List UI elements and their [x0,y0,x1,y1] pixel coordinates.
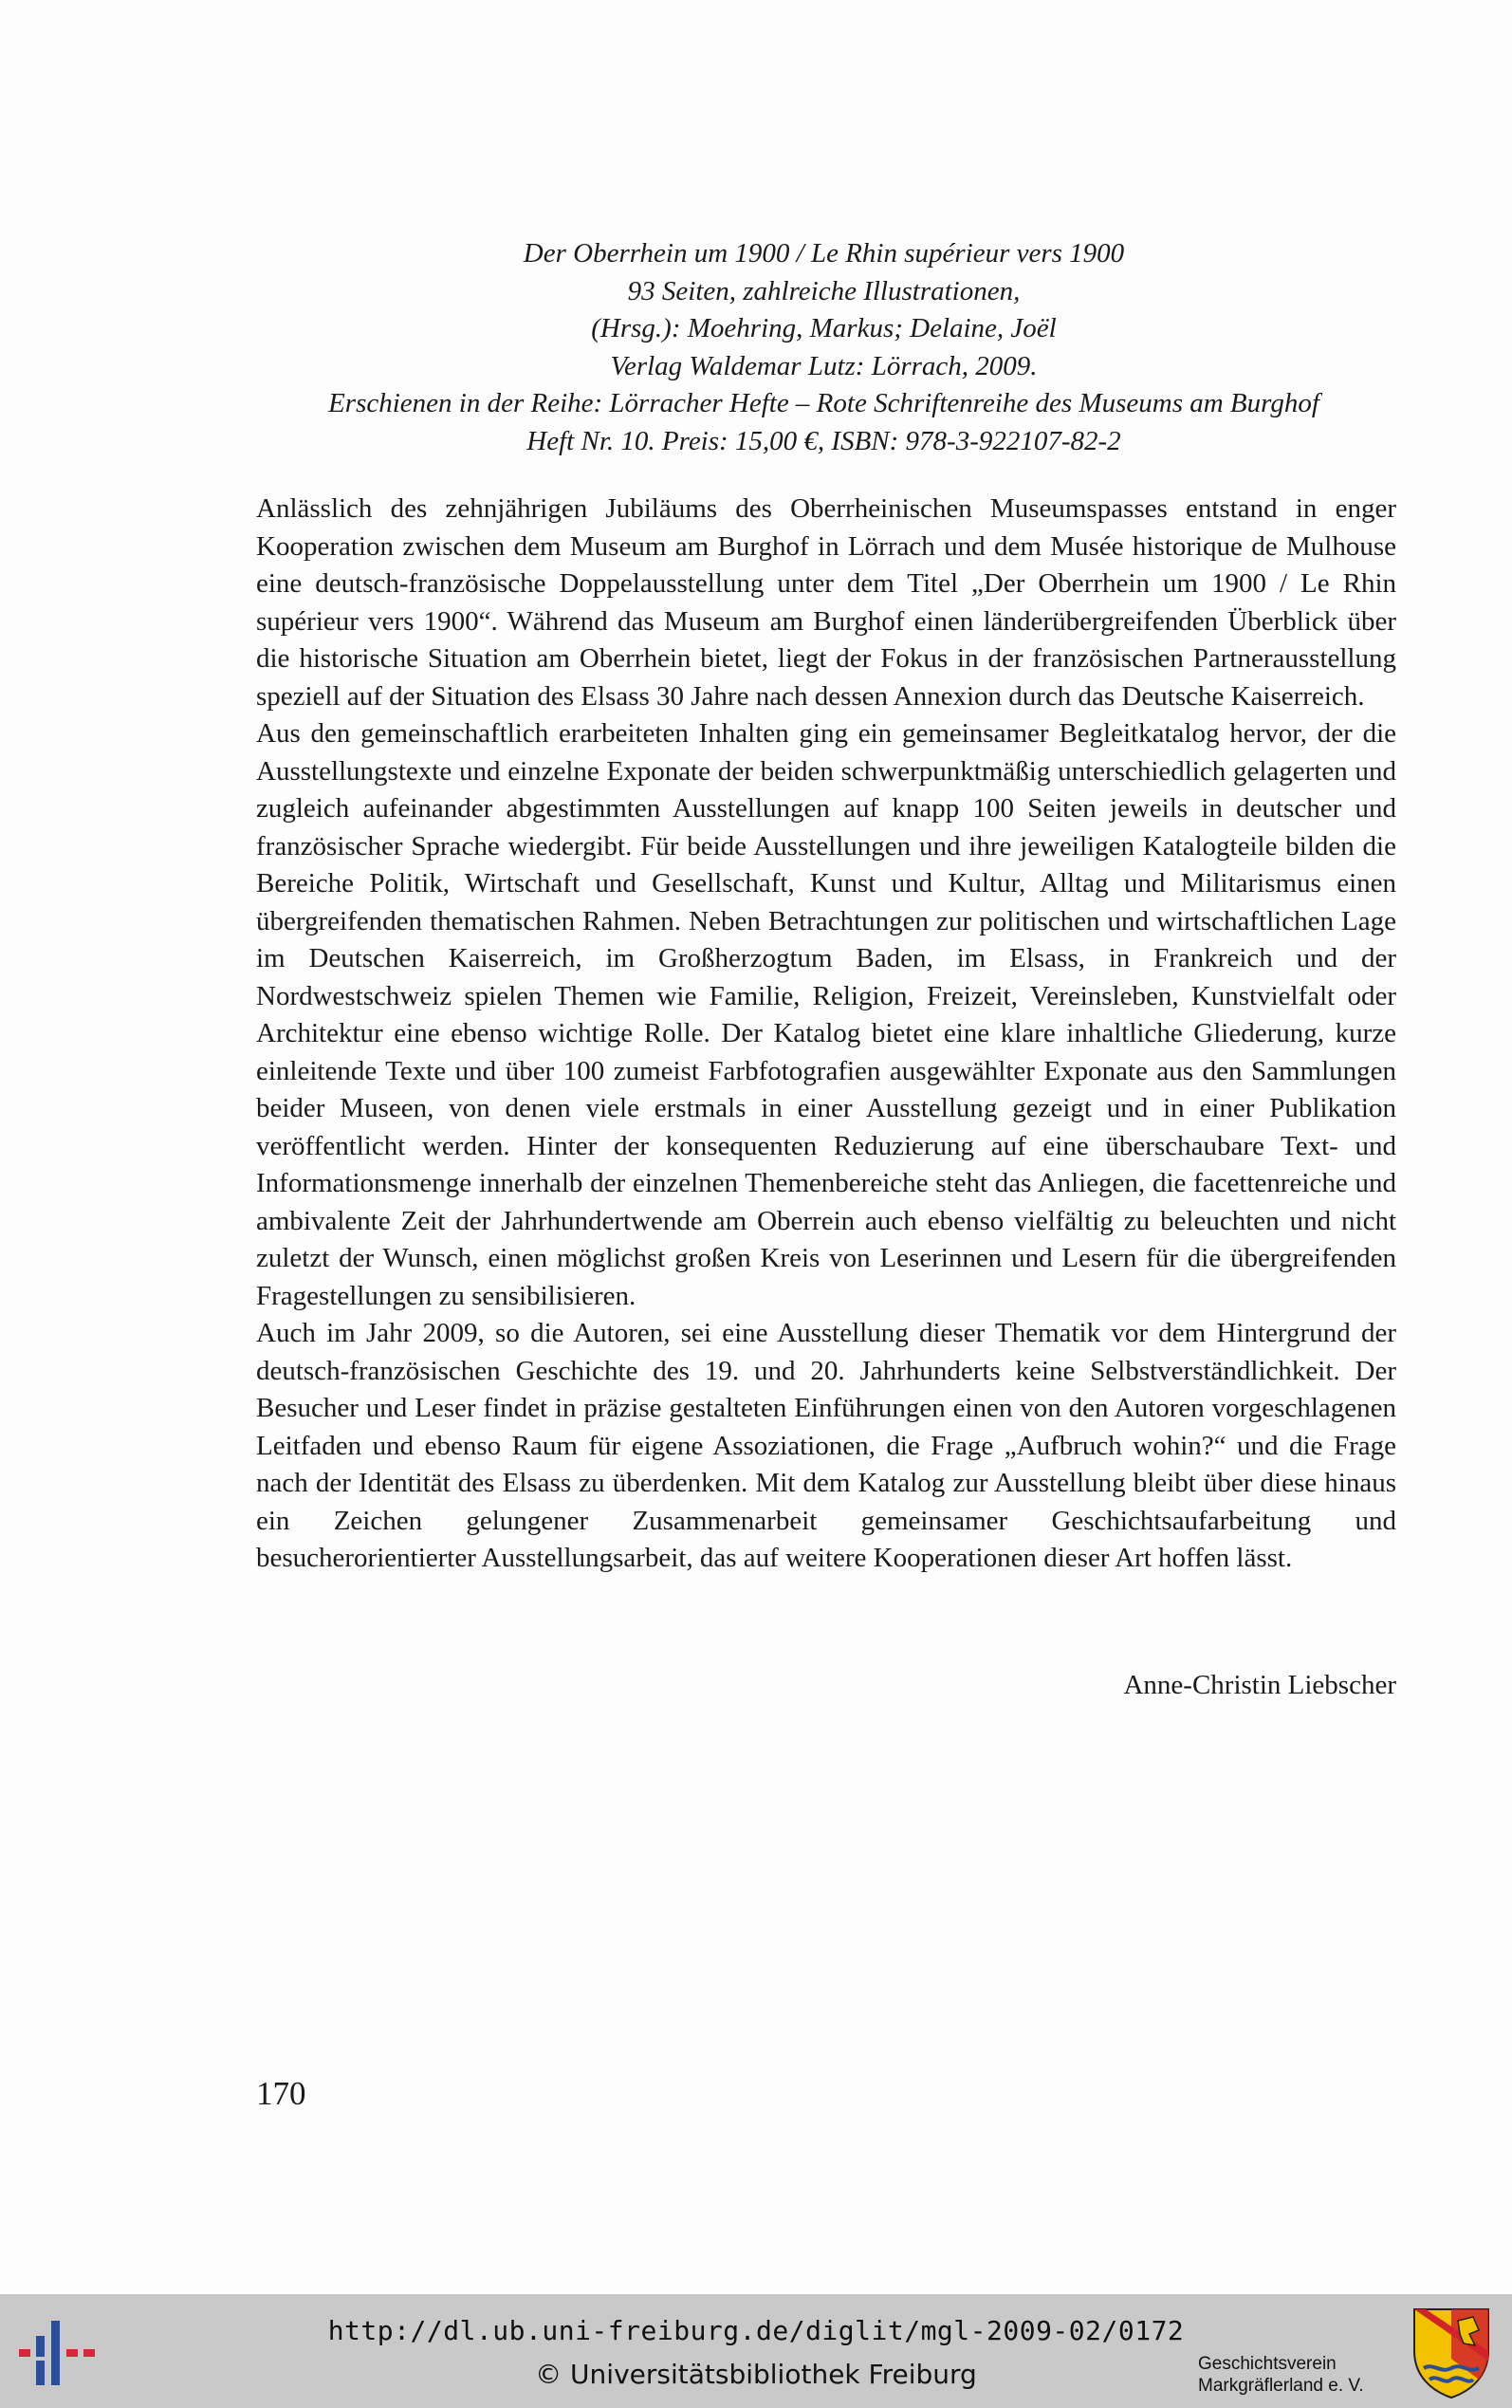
book-series-line: Erschienen in der Reihe: Lörracher Hefte – Rote Schriftenreihe des Museums am Burghof [328,388,1319,418]
review-paragraph-2: Aus den gemeinschaftlich erarbeiteten Inhalten ging ein gemeinsamer Begleitkatalog hervor, der die Ausstellungstexte und einzelne Exponate der beiden schwerpunktmäßig unterschiedlich gelagerten und zugleich aufeinander abgestimmten Ausstellungen auf knapp 100 Seiten jeweils in deutscher und französischer Sprache wiedergibt. Für beide Ausstellungen und ihre jeweiligen Katalogteile bilden die Bereiche Politik, Wirtschaft und Gesellschaft, Kunst und Kultur, Alltag und Militarismus einen übergreifenden thematischen Rahmen. Neben Betrachtungen zur politischen und wirtschaftlichen Lage im Deutschen Kaiserreich, im Großherzogtum Baden, im Elsass, in Frankreich und der Nordwestschweiz spielen Themen wie Familie, Religion, Freizeit, Vereinsleben, Kunstvielfalt oder Architektur eine ebenso wichtige Rolle. Der Katalog bietet eine klare inhaltliche Gliederung, kurze einleitende Texte und über 100 zumeist Farbfotografien ausgewählter Exponate aus den Sammlungen beider Museen, von denen viele erstmals in einer Ausstellung gezeigt und in einer Publikation veröffentlicht werden. Hinter der konsequenten Reduzierung auf eine überschaubare Text- und Informationsmenge innerhalb der einzelnen Themenbereiche steht das Anliegen, die facettenreiche und ambivalente Zeit der Jahrhundertwende am Oberrein auch ebenso vielfältig zu beleuchten und nicht zuletzt der Wunsch, einen möglichst großen Kreis von Leserinnen und Lesern für die übergreifenden Fragestellungen zu sensibilisieren. [256,718,1396,1311]
review-paragraph-3: Auch im Jahr 2009, so die Autoren, sei eine Ausstellung dieser Thematik vor dem Hintergrund der deutsch-französischen Geschichte des 19. und 20. Jahrhunderts keine Selbstverständlichkeit. Der Besucher und Leser findet in präzise gestalteten Einführungen einen von den Autoren vorgeschlagenen Leitfaden und ebenso Raum für eigene Assoziationen, die Frage „Aufbruch wohin?“ und die Frage nach der Identität des Elsass zu überdenken. Mit dem Katalog zur Ausstellung bleibt über diese hinaus ein Zeichen gelungener Zusammenarbeit gemeinsamer Geschichtsaufarbeitung und besucherorientierter Ausstellungsarbeit, das auf weitere Kooperationen dieser Art hoffen lässt. [256,1318,1396,1573]
page-number: 170 [256,2075,306,2112]
society-name [1198,2353,1397,2397]
book-editors-line: (Hrsg.): Moehring, Markus; Delaine, Joël [591,313,1057,343]
copyright-text: © Universitätsbibliothek Freiburg [535,2359,977,2390]
book-pages-line: 93 Seiten, zahlreiche Illustrationen, [627,275,1021,306]
book-publisher-line: Verlag Waldemar Lutz: Lörrach, 2009. [610,350,1038,381]
review-paragraph-1: Anlässlich des zehnjährigen Jubiläums des Oberrheinischen Museumspasses entstand in enger Kooperation zwischen dem Museum am Burghof in Lörrach und dem Musée historique de Mulhouse eine deutsch-französische Doppelausstellung unter dem Titel „Der Oberrhein um 1900 / Le Rhin supérieur vers 1900“. Während das Museum am Burghof einen länderübergreifenden Überblick über die historische Situation am Oberrhein bietet, liegt der Fokus in der französischen Partnerausstellung speziell auf der Situation des Elsass 30 Jahre nach dessen Annexion durch das Deutsche Kaiserreich. [256,493,1396,712]
society-name-line-2: Markgräflerland e. V. [1198,2376,1364,2396]
book-title-line: Der Oberrhein um 1900 / Le Rhin supérieur vers 1900 [523,238,1125,269]
review-body [256,491,1396,1578]
society-crest-icon [1411,2306,1492,2400]
society-name-line-1: Geschichtsverein [1198,2354,1337,2374]
digitization-footer [0,2294,1512,2408]
source-url-link[interactable]: http://dl.ub.uni-freiburg.de/diglit/mgl-2009-02/0172 [327,2315,1185,2346]
book-price-isbn-line: Heft Nr. 10. Preis: 15,00 €, ISBN: 978-3-922107-82-2 [526,425,1121,456]
author-signature: Anne-Christin Liebscher [1123,1670,1396,1700]
book-reference-header [218,235,1429,460]
